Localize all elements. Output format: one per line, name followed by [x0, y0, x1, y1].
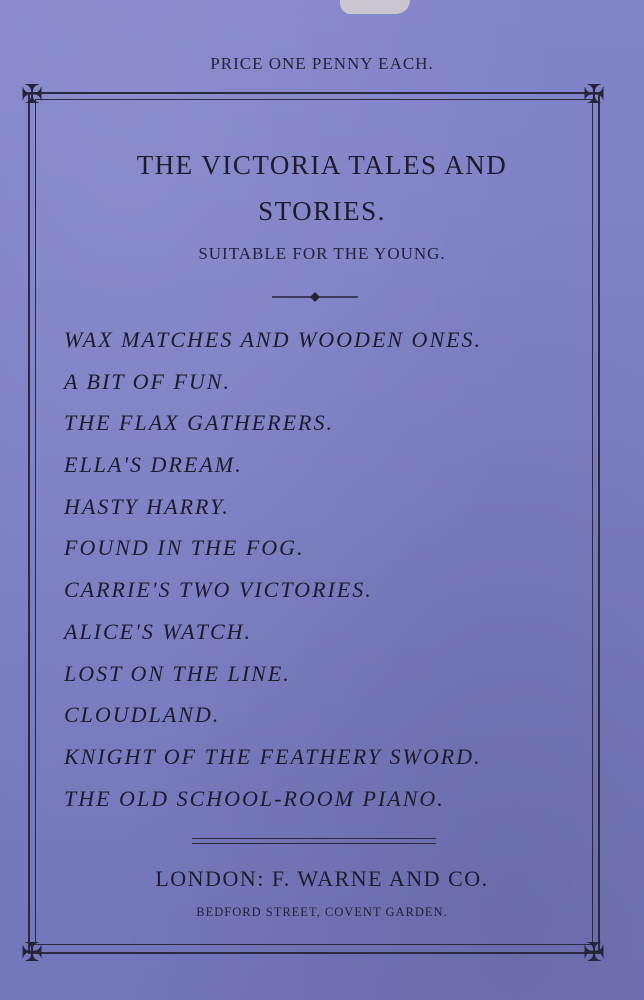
torn-edge: [340, 0, 410, 14]
story-title: ELLA'S DREAM.: [64, 452, 243, 478]
story-title: THE FLAX GATHERERS.: [64, 410, 334, 436]
story-title: WAX MATCHES AND WOODEN ONES.: [64, 327, 483, 352]
story-title: LOST ON THE LINE.: [64, 660, 291, 686]
story-title: ALICE'S WATCH.: [64, 618, 253, 644]
divider-ornament-icon: [272, 290, 358, 304]
cross-ornament-icon: ✠: [21, 938, 43, 967]
cross-ornament-icon: ✠: [583, 80, 605, 109]
story-title: CLOUDLAND.: [64, 702, 221, 728]
cross-ornament-icon: ✠: [21, 80, 43, 109]
series-title-line-2: STORIES.: [258, 196, 386, 226]
footer-rule: [192, 843, 436, 844]
publisher-address: BEDFORD STREET, COVENT GARDEN.: [196, 905, 448, 919]
price-line: PRICE ONE PENNY EACH.: [210, 54, 434, 73]
publisher-name: LONDON: F. WARNE AND CO.: [155, 866, 489, 891]
series-title-line-1: THE VICTORIA TALES AND: [136, 150, 508, 180]
story-title: THE OLD SCHOOL-ROOM PIANO.: [64, 785, 445, 811]
story-title: KNIGHT OF THE FEATHERY SWORD.: [64, 743, 482, 769]
story-title: HASTY HARRY.: [64, 493, 230, 519]
story-title: CARRIE'S TWO VICTORIES.: [64, 577, 373, 603]
story-title: FOUND IN THE FOG.: [64, 535, 305, 561]
footer-rule: [192, 838, 436, 839]
story-title: A BIT OF FUN.: [64, 368, 231, 394]
cross-ornament-icon: ✠: [583, 938, 605, 967]
story-list: [64, 322, 584, 822]
series-subtitle: SUITABLE FOR THE YOUNG.: [198, 244, 446, 263]
series-title: [60, 142, 584, 234]
